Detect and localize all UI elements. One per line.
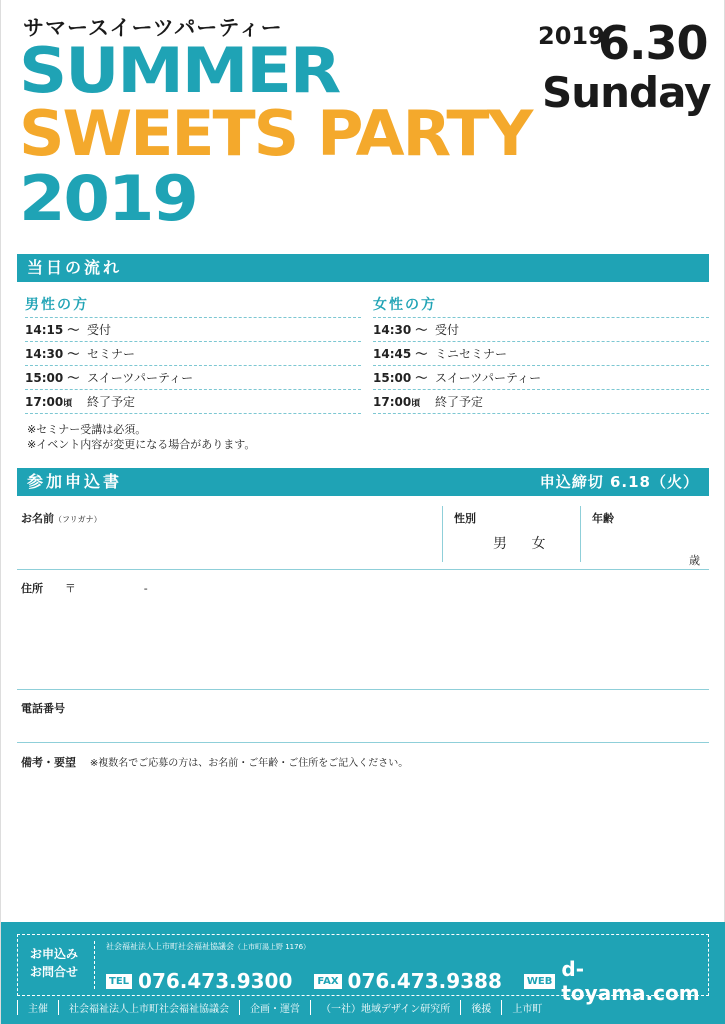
organizer-name: 社会福祉法人上市町社会福祉協議会（上市町湯上野 1176） [106,942,311,951]
title-summer: SUMMER [19,34,340,107]
event-date [538,12,711,117]
fax-icon: FAX [314,974,341,989]
schedule-row: 15:00 〜 スイーツパーティー [373,366,709,390]
divider [17,742,709,743]
web-link[interactable]: d-toyama.com [561,957,700,1005]
footer [1,922,725,1024]
divider [17,569,709,570]
address-field-label: 住所 〒 - [21,582,148,595]
schedule-row: 15:00 〜 スイーツパーティー [25,366,361,390]
schedule-row: 17:00頃 終了予定 [25,390,361,414]
date-year: 2019 [538,22,605,50]
male-schedule [25,292,361,414]
schedule-row: 14:30 〜 受付 [373,318,709,342]
divider [442,506,443,562]
age-field-label: 年齢 [592,512,614,525]
date-weekday: Sunday [542,68,711,117]
schedule-row: 14:30 〜 セミナー [25,342,361,366]
gender-field-label: 性別 [454,512,476,525]
note-line: ※セミナー受講は必須。 [27,423,147,436]
event-subtitle: サマースイーツパーティー [23,16,283,40]
remarks-note: ※複数名でご応募の方は、お名前・ご年齢・ご住所をご記入ください。 [89,758,409,769]
divider [17,689,709,690]
contact-box [17,934,709,1005]
postal-dash: - [143,582,148,595]
fax-number[interactable]: 076.473.9388 [347,969,502,993]
gender-options[interactable]: 男 女 [493,536,546,552]
date-month-day: 6.30 [598,16,708,70]
form-heading: 参加申込書 [27,472,123,491]
age-unit: 歳 [689,554,700,567]
schedule-row: 17:00頃 終了予定 [373,390,709,414]
form-heading-bar [17,468,709,496]
contact-details [106,957,722,1005]
schedule-heading: 当日の流れ [27,258,123,277]
tel-icon: TEL [106,974,132,989]
female-schedule-heading: 女性の方 [373,292,709,318]
female-schedule [373,292,709,414]
form-deadline: 申込締切 6.18（火） [539,473,699,491]
schedule-notes [27,422,255,452]
web-icon: WEB [524,974,555,989]
note-line: ※イベント内容が変更になる場合があります。 [27,438,256,451]
male-schedule-heading: 男性の方 [25,292,361,318]
divider [580,506,581,562]
schedule-heading-bar [17,254,709,282]
tel-number[interactable]: 076.473.9300 [138,969,293,993]
schedule-row: 14:45 〜 ミニセミナー [373,342,709,366]
phone-field-label: 電話番号 [21,702,65,715]
title-sweets-party: SWEETS PARTY [19,97,532,170]
schedule-row: 14:15 〜 受付 [25,318,361,342]
credits: 主催 社会福祉法人上市町社会福祉協議会 企画・運営 （一社）地域デザイン研究所 後援 上市町 [17,1000,709,1015]
title-year: 2019 [19,162,197,235]
name-field-label: お名前（フリガナ） [21,512,102,525]
divider [94,941,95,989]
remarks-field-label: 備考・要望 ※複数名でご応募の方は、お名前・ご年齢・ご住所をご記入ください。 [21,756,409,769]
contact-label: お申込み お問合せ [30,947,79,979]
postal-mark: 〒 [64,582,76,595]
